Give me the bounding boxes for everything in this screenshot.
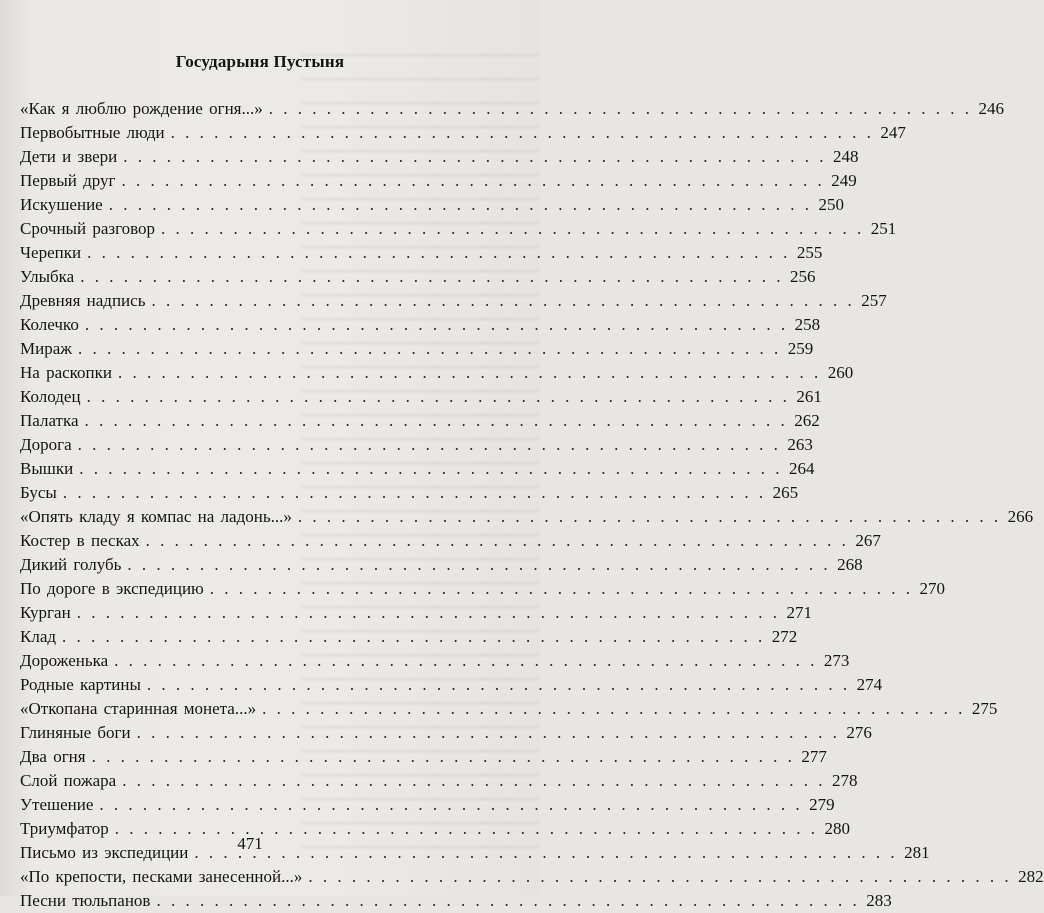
- toc-entry-page: 263: [787, 435, 813, 454]
- toc-entry-title: Улыбка: [20, 267, 75, 286]
- dot-leader: [171, 121, 874, 145]
- toc-entry: [20, 217, 897, 241]
- toc-entry-title: Колечко: [20, 315, 79, 334]
- toc-entry-page: 260: [827, 363, 854, 382]
- toc-entry-page: 249: [831, 171, 857, 190]
- toc-entry: [20, 889, 892, 913]
- dot-leader: [308, 865, 1011, 889]
- dot-leader: [210, 577, 913, 601]
- toc-entry: [20, 361, 854, 385]
- toc-entry: [20, 97, 1004, 121]
- toc-entry: [20, 481, 799, 505]
- dot-leader: [146, 529, 849, 553]
- toc-entry: [20, 457, 815, 481]
- toc-entry-page: 264: [788, 459, 815, 478]
- page-number: 471: [237, 834, 263, 853]
- toc-entry-title: Вышки: [20, 459, 74, 478]
- section-title: Государыня Пустыня: [175, 52, 345, 71]
- toc-entry-page: 280: [824, 819, 850, 838]
- toc-entry: [20, 625, 798, 649]
- toc-entry-page: 278: [831, 771, 858, 790]
- toc-entry-page: 273: [823, 651, 850, 670]
- toc-entry: [20, 601, 812, 625]
- toc-entry: [20, 649, 850, 673]
- toc-entry-page: 261: [796, 387, 822, 406]
- toc-entry-title: Родные картины: [20, 675, 141, 694]
- toc-entry: [20, 193, 844, 217]
- toc-entry-page: 275: [971, 699, 998, 718]
- toc-entry-page: 276: [846, 723, 872, 742]
- toc-entry-title: На раскопки: [20, 363, 113, 382]
- dot-leader: [127, 553, 830, 577]
- dot-leader: [161, 217, 864, 241]
- toc-entry: [20, 529, 881, 553]
- toc-entry-page: 282: [1018, 867, 1044, 886]
- toc-entry: [20, 433, 813, 457]
- dot-leader: [62, 625, 765, 649]
- toc-entry-title: Мираж: [20, 339, 73, 358]
- toc-entry-title: Песни тюльпанов: [20, 891, 151, 910]
- toc-entry: [20, 745, 827, 769]
- toc-entry-title: «Опять кладу я компас на ладонь...»: [20, 507, 292, 526]
- dot-leader: [122, 169, 825, 193]
- dot-leader: [92, 745, 795, 769]
- toc-entry: [20, 337, 814, 361]
- dot-leader: [122, 769, 825, 793]
- toc-entry-title: «По крепости, песками занесенной...»: [20, 867, 303, 886]
- toc-entry-page: 259: [787, 339, 814, 358]
- toc-entry: [20, 697, 998, 721]
- toc-entry: [20, 265, 816, 289]
- toc-entry-page: 257: [861, 291, 887, 310]
- toc-entry-title: Слой пожара: [20, 771, 117, 790]
- toc-entry: [20, 169, 857, 193]
- toc-entry-page: 283: [866, 891, 892, 910]
- toc-entry-page: 270: [919, 579, 945, 598]
- toc-entry-title: Первый друг: [20, 171, 116, 190]
- toc-entry-page: 248: [833, 147, 859, 166]
- toc-entry-title: Глиняные боги: [20, 723, 131, 742]
- toc-entry-title: Искушение: [20, 195, 103, 214]
- toc-entry-title: Клад: [20, 627, 57, 646]
- dot-leader: [123, 145, 826, 169]
- toc-entry-title: Письмо из экспедиции: [20, 843, 189, 862]
- dot-leader: [87, 241, 790, 265]
- toc-entry-title: Триумфатор: [20, 819, 109, 838]
- toc-entry: [20, 505, 1034, 529]
- toc-entry-title: Дикий голубь: [20, 555, 122, 574]
- dot-leader: [63, 481, 766, 505]
- toc-entry-title: Палатка: [20, 411, 79, 430]
- toc-entry: [20, 553, 863, 577]
- dot-leader: [269, 97, 972, 121]
- table-of-contents: [20, 97, 1044, 913]
- toc-entry-page: 274: [856, 675, 883, 694]
- toc-entry-title: Два огня: [20, 747, 86, 766]
- toc-entry-page: 256: [789, 267, 816, 286]
- dot-leader: [99, 793, 802, 817]
- toc-entry: [20, 577, 945, 601]
- toc-entry-title: Древняя надпись: [20, 291, 146, 310]
- toc-entry-title: Утешение: [20, 795, 94, 814]
- toc-entry: [20, 409, 820, 433]
- dot-leader: [156, 889, 859, 913]
- toc-entry-title: Дорога: [20, 435, 72, 454]
- toc-entry: [20, 145, 859, 169]
- toc-entry-page: 271: [786, 603, 812, 622]
- dot-leader: [151, 289, 854, 313]
- toc-entry-page: 277: [801, 747, 827, 766]
- toc-entry-page: 255: [796, 243, 823, 262]
- toc-entry-page: 279: [809, 795, 835, 814]
- toc-entry-page: 265: [772, 483, 799, 502]
- toc-entry: [20, 121, 906, 145]
- toc-entry: [20, 673, 883, 697]
- toc-entry-title: Дороженька: [20, 651, 109, 670]
- toc-entry-page: 258: [794, 315, 821, 334]
- toc-entry-page: 272: [771, 627, 798, 646]
- dot-leader: [298, 505, 1001, 529]
- toc-entry-page: 251: [870, 219, 897, 238]
- dot-leader: [78, 433, 781, 457]
- dot-leader: [78, 337, 781, 361]
- toc-entry-title: Срочный разговор: [20, 219, 156, 238]
- toc-entry: [20, 313, 821, 337]
- dot-leader: [85, 313, 788, 337]
- toc-entry-title: «Откопана старинная монета...»: [20, 699, 257, 718]
- toc-entry: [20, 289, 887, 313]
- toc-entry-title: Первобытные люди: [20, 123, 165, 142]
- dot-leader: [109, 193, 812, 217]
- toc-entry-page: 262: [794, 411, 820, 430]
- dot-leader: [85, 409, 788, 433]
- dot-leader: [118, 361, 821, 385]
- toc-entry-page: 267: [855, 531, 881, 550]
- toc-entry-title: Черепки: [20, 243, 82, 262]
- dot-leader: [87, 385, 790, 409]
- dot-leader: [80, 265, 783, 289]
- toc-entry-page: 250: [818, 195, 844, 214]
- toc-entry: [20, 769, 858, 793]
- dot-leader: [114, 649, 817, 673]
- dot-leader: [79, 457, 782, 481]
- toc-entry-title: Курган: [20, 603, 71, 622]
- toc-entry-title: «Как я люблю рождение огня...»: [20, 99, 263, 118]
- toc-entry-title: Бусы: [20, 483, 57, 502]
- dot-leader: [262, 697, 965, 721]
- toc-entry-page: 268: [837, 555, 863, 574]
- toc-entry-page: 247: [880, 123, 906, 142]
- toc-entry-title: Колодец: [20, 387, 81, 406]
- dot-leader: [77, 601, 780, 625]
- toc-entry: [20, 385, 822, 409]
- toc-entry-page: 266: [1007, 507, 1034, 526]
- toc-entry: [20, 793, 835, 817]
- toc-entry-title: Дети и звери: [20, 147, 118, 166]
- dot-leader: [147, 673, 850, 697]
- toc-entry-page: 281: [904, 843, 930, 862]
- toc-entry-title: Костер в песках: [20, 531, 140, 550]
- toc-entry: [20, 865, 1044, 889]
- toc-entry: [20, 721, 872, 745]
- toc-entry-page: 246: [978, 99, 1004, 118]
- toc-entry-title: По дороге в экспедицию: [20, 579, 204, 598]
- toc-entry: [20, 241, 823, 265]
- dot-leader: [137, 721, 840, 745]
